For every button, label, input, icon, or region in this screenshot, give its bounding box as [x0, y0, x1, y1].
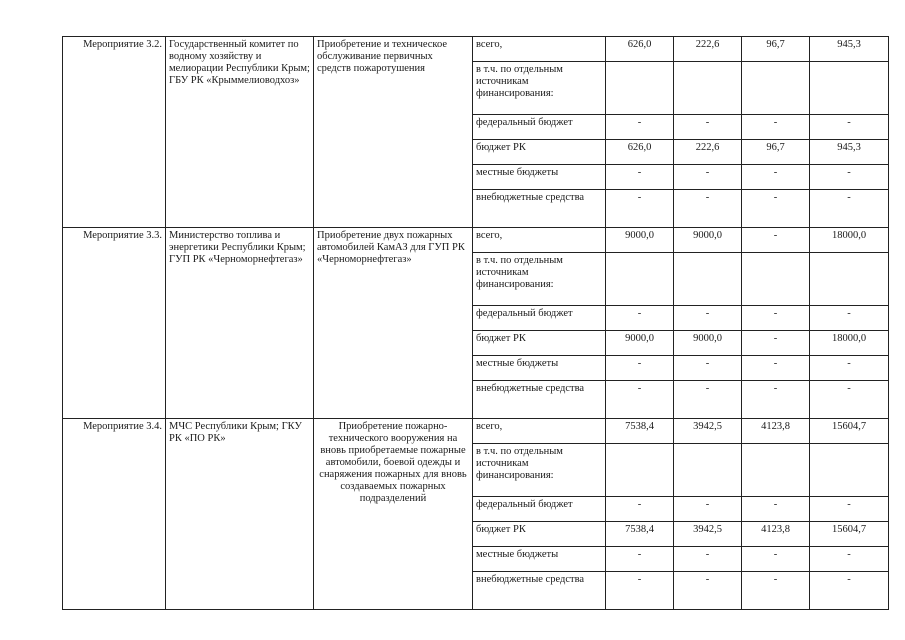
amount-cell: - [742, 331, 810, 356]
amount-cell: 9000,0 [606, 228, 674, 253]
amount-cell: 4123,8 [742, 419, 810, 444]
amount-cell: - [674, 190, 742, 228]
funding-source-label: федеральный бюджет [473, 115, 606, 140]
amount-cell: 626,0 [606, 140, 674, 165]
amount-cell: 945,3 [810, 37, 889, 62]
empty-cell [742, 253, 810, 306]
amount-cell: - [810, 115, 889, 140]
measure-description: Приобретение и техническое обслуживание первичных средств пожаротушения [314, 37, 473, 228]
amount-cell: - [742, 547, 810, 572]
measure-description: Приобретение двух пожарных автомобилей КамАЗ для ГУП РК «Черноморнефтегаз» [314, 228, 473, 419]
amount-cell: - [810, 190, 889, 228]
empty-cell [606, 444, 674, 497]
amount-cell: 222,6 [674, 37, 742, 62]
funding-source-label: федеральный бюджет [473, 306, 606, 331]
amount-cell: 96,7 [742, 140, 810, 165]
table-row [63, 419, 889, 444]
empty-cell [742, 62, 810, 115]
amount-cell: - [742, 165, 810, 190]
funding-source-label: всего, [473, 228, 606, 253]
amount-cell: - [674, 165, 742, 190]
amount-cell: - [674, 115, 742, 140]
amount-cell: 7538,4 [606, 419, 674, 444]
measure-id: Мероприятие 3.4. [63, 419, 166, 610]
funding-source-label: бюджет РК [473, 522, 606, 547]
table-row [63, 228, 889, 253]
funding-source-label: всего, [473, 419, 606, 444]
funding-table [62, 36, 889, 610]
amount-cell: 222,6 [674, 140, 742, 165]
empty-cell [742, 444, 810, 497]
amount-cell: - [810, 572, 889, 610]
amount-cell: - [606, 381, 674, 419]
amount-cell: - [674, 381, 742, 419]
empty-cell [606, 253, 674, 306]
amount-cell: 18000,0 [810, 228, 889, 253]
amount-cell: 9000,0 [674, 228, 742, 253]
amount-cell: 15604,7 [810, 419, 889, 444]
amount-cell: 18000,0 [810, 331, 889, 356]
amount-cell: - [810, 381, 889, 419]
amount-cell: - [674, 497, 742, 522]
amount-cell: 3942,5 [674, 419, 742, 444]
measure-id: Мероприятие 3.3. [63, 228, 166, 419]
funding-source-label: всего, [473, 37, 606, 62]
amount-cell: - [742, 497, 810, 522]
funding-source-label: внебюджетные средства [473, 190, 606, 228]
funding-table-body [63, 37, 889, 610]
amount-cell: - [810, 356, 889, 381]
funding-source-label: в т.ч. по отдельным источникам финансирования: [473, 62, 606, 115]
amount-cell: - [606, 547, 674, 572]
amount-cell: 15604,7 [810, 522, 889, 547]
amount-cell: - [810, 165, 889, 190]
empty-cell [810, 444, 889, 497]
measure-executor: МЧС Республики Крым; ГКУ РК «ПО РК» [166, 419, 314, 610]
funding-source-label: федеральный бюджет [473, 497, 606, 522]
funding-source-label: внебюджетные средства [473, 572, 606, 610]
measure-executor: Министерство топлива и энергетики Республики Крым; ГУП РК «Черноморнефтегаз» [166, 228, 314, 419]
funding-source-label: местные бюджеты [473, 356, 606, 381]
amount-cell: - [810, 497, 889, 522]
amount-cell: - [606, 497, 674, 522]
measure-id: Мероприятие 3.2. [63, 37, 166, 228]
amount-cell: - [742, 306, 810, 331]
measure-executor: Государственный комитет по водному хозяйству и мелиорации Республики Крым; ГБУ РК «Крыммелиоводхоз» [166, 37, 314, 228]
funding-source-label: местные бюджеты [473, 165, 606, 190]
empty-cell [810, 253, 889, 306]
amount-cell: - [606, 165, 674, 190]
amount-cell: - [742, 228, 810, 253]
amount-cell: 626,0 [606, 37, 674, 62]
amount-cell: - [810, 547, 889, 572]
funding-source-label: бюджет РК [473, 140, 606, 165]
empty-cell [674, 253, 742, 306]
funding-source-label: в т.ч. по отдельным источникам финансирования: [473, 444, 606, 497]
table-row [63, 37, 889, 62]
amount-cell: 9000,0 [674, 331, 742, 356]
empty-cell [810, 62, 889, 115]
funding-source-label: бюджет РК [473, 331, 606, 356]
empty-cell [606, 62, 674, 115]
amount-cell: - [674, 306, 742, 331]
amount-cell: 96,7 [742, 37, 810, 62]
amount-cell: - [606, 115, 674, 140]
amount-cell: - [674, 547, 742, 572]
amount-cell: - [606, 572, 674, 610]
amount-cell: - [742, 572, 810, 610]
empty-cell [674, 62, 742, 115]
amount-cell: 4123,8 [742, 522, 810, 547]
funding-source-label: внебюджетные средства [473, 381, 606, 419]
amount-cell: - [742, 115, 810, 140]
measure-description: Приобретение пожарно-технического вооружения на вновь приобретаемые пожарные автомобили, боевой одежды и снаряжения пожарных для вновь создаваемых пожарных подразделений [314, 419, 473, 610]
amount-cell: - [606, 356, 674, 381]
amount-cell: 7538,4 [606, 522, 674, 547]
amount-cell: 945,3 [810, 140, 889, 165]
funding-source-label: местные бюджеты [473, 547, 606, 572]
amount-cell: - [742, 190, 810, 228]
funding-source-label: в т.ч. по отдельным источникам финансирования: [473, 253, 606, 306]
amount-cell: - [674, 356, 742, 381]
amount-cell: - [606, 306, 674, 331]
amount-cell: - [810, 306, 889, 331]
amount-cell: - [606, 190, 674, 228]
amount-cell: 9000,0 [606, 331, 674, 356]
amount-cell: - [742, 356, 810, 381]
amount-cell: - [674, 572, 742, 610]
amount-cell: - [742, 381, 810, 419]
document-page [62, 36, 889, 610]
amount-cell: 3942,5 [674, 522, 742, 547]
empty-cell [674, 444, 742, 497]
